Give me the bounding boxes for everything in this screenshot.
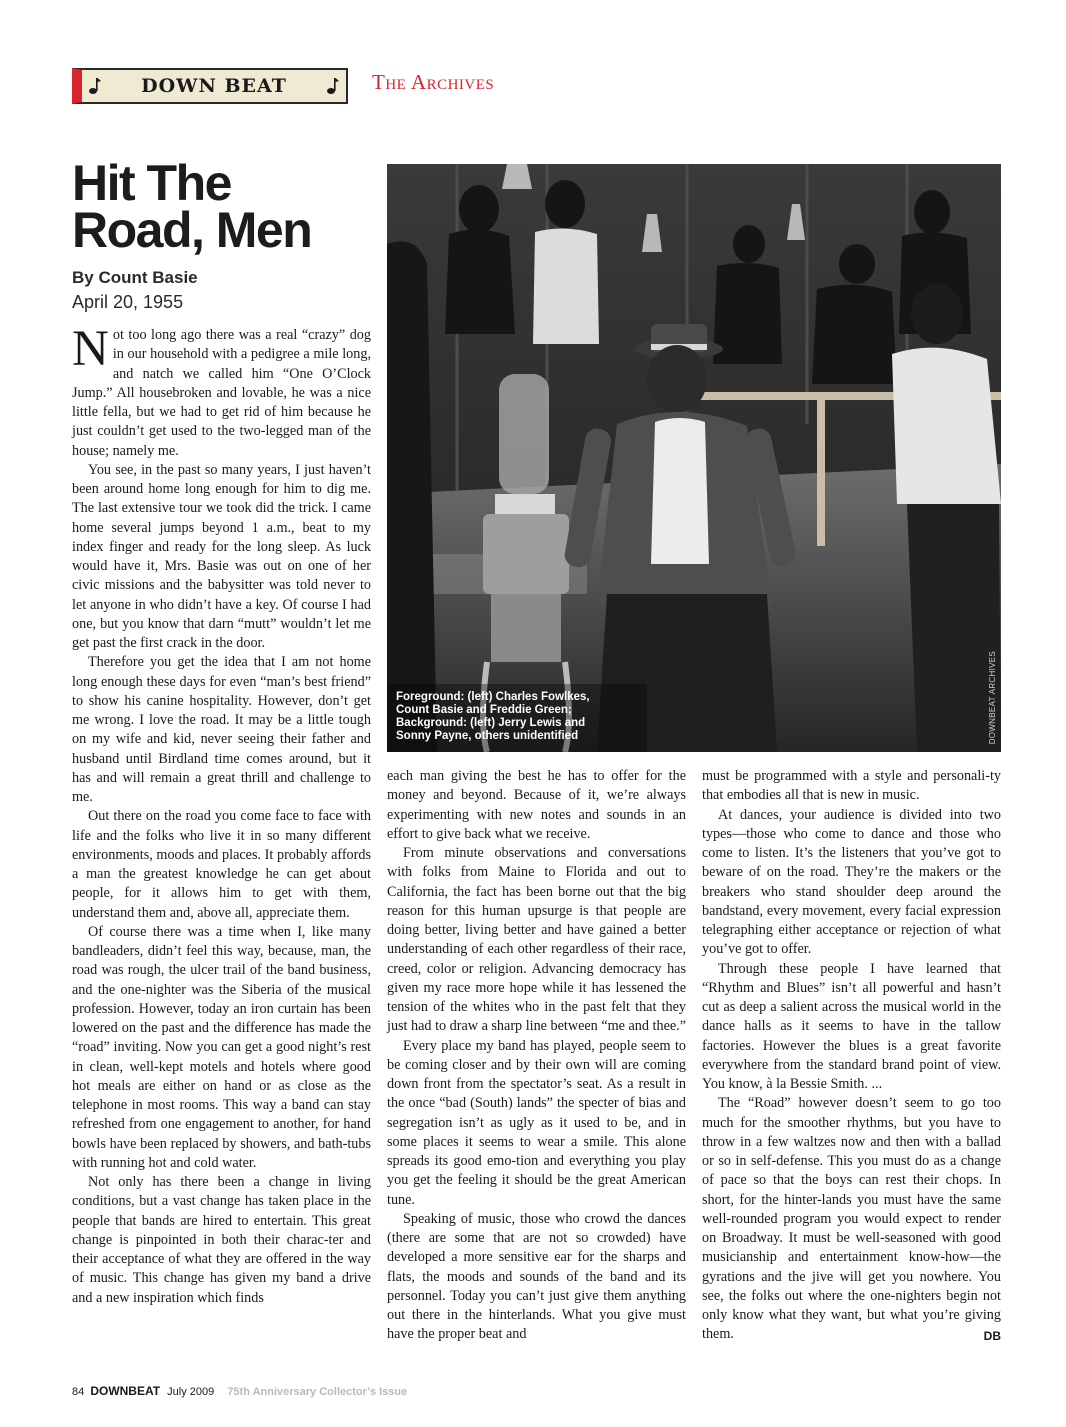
paragraph: From minute observations and conversations with folks from Maine to Florida and out to California, the fact has been borne out that the big reason for this human upsurge is that people are doing better, living better and have gained a better understanding of each other regardless of their race, creed, color or religion. Advancing democracy has given my race more hope while it has lessened the tension of the whites who in the past felt that they just had to draw a sharp line between “me and thee.” — [387, 845, 687, 1035]
photo-credit: DOWNBEAT ARCHIVES — [988, 650, 997, 744]
paragraph: each man giving the best he has to offer for the money and beyond. Because of it, we’re always experimenting with new notes and sounds in an effort to give back what we receive. — [387, 768, 686, 842]
paragraph: You see, in the past so many years, I just haven’t been around home long enough for him to dig me. The last extensive tour we took did the trick. I came home several jumps beyond 1 a.m., beat to my index finger and ready for the long sleep. As luck would have it, Mrs. Basie was out on one of her civic missions and the babysitter was told never to let anyone in who didn’t have a key. Of course I had one, but you know that darn “mutt” wouldn’t let me get past the first crack in the door. — [72, 461, 371, 651]
paragraph: must be programmed with a style and personali-ty that embodies all that is new in music. — [702, 768, 1001, 804]
paragraph: Out there on the road you come face to face with life and the folks who live it in so many different environments, moods and places. It probably affords a man the greatest knowledge he can get about people, for it allows him to get with them, understand them and, above all, appreciate them. — [72, 808, 371, 921]
article-date: April 20, 1955 — [72, 292, 184, 312]
section-label: The Archives — [372, 70, 495, 94]
music-note-icon — [88, 77, 102, 95]
article-photo — [387, 164, 1001, 752]
page-number: 84 — [72, 1386, 85, 1398]
article-column-1 — [72, 321, 371, 1308]
paragraph — [72, 321, 371, 461]
page-footer — [72, 1384, 407, 1398]
article-column-3 — [702, 767, 1001, 1347]
drop-cap: N — [72, 321, 109, 377]
logo-text: DOWN BEAT — [141, 75, 287, 97]
paragraph: Every place my band has played, people seem to be coming closer and by their own will are coming down front from the spectator’s seat. As a result in the once “bad (South) lands” the specter of bias and segregation isn’t as ugly as it used to be, and in some places it seems to wear a smile. This alone spreads its good emo-tion and everything you play you get the feeling it should be the great American tune. — [387, 1037, 686, 1208]
caption-line: Sonny Payne, others unidentified — [396, 730, 579, 742]
article-column-2 — [387, 767, 686, 1345]
paragraph: Through these people I have learned that “Rhythm and Blues” isn’t all powerful and hasn’t cut as deep a salient across the musical world in the dance halls as it seems to have in the tallow factories. However the blues is a great favorite everywhere from the standard brand point of view. You know, à la Bessie Smith. ... — [702, 960, 1001, 1092]
article-title: Hit The Road, Men — [72, 155, 312, 258]
paragraph-text: ot too long ago there was a real “crazy” dog in our household with a pedigree a mile long, and natch we called him “One O’Clock Jump.” All housebroken and lovable, he was a nice little fella, but we had to get rid of him because he just couldn’t get used to the two-legged man of the house; namely me. — [72, 327, 371, 459]
music-note-icon — [326, 77, 340, 95]
byline: By Count Basie — [72, 268, 198, 287]
paragraph: Speaking of music, those who crowd the dances (there are some that are not so crowded) have developed a more sensitive ear for the sharps and flats, the moods and sounds of the band and its personnel. Today you can’t just give them anything out there in the hinterlands. What you give must have the proper beat and — [387, 1210, 686, 1343]
paragraph-text: The “Road” however doesn’t seem to go too much for the smoother rhythms, but you have to throw in a few waltzes now and then with a ballad or so in self-defense. This you must do as a change of pace so that the boys can rest their chops. In short, for the hinter-lands you must have the same well-rounded program you would expect to render on Broadway. It must be well-seasoned with good musicianship and entertainment know-how—the gyrations and the jive will get you nowhere. You see, the folks out where the one-nighters begin not only know what they want, but what you’re giving them. — [702, 1095, 1001, 1343]
caption-line: Count Basie and Freddie Green; — [396, 704, 572, 716]
caption-line: Background: (left) Jerry Lewis and — [396, 717, 586, 729]
photo-caption — [396, 691, 626, 743]
photo-scene — [387, 164, 1001, 752]
paragraph: Not only has there been a change in living conditions, but a vast change has taken place in the people that bands are hired to entertain. This great change is pinpointed in both their charac-ter and their acceptance of what they are offered in the way of music. This change has given my band a drive and a new inspiration which finds — [72, 1174, 371, 1306]
footer-date: July 2009 — [167, 1386, 215, 1398]
end-mark: DB — [983, 1329, 1001, 1344]
downbeat-logo — [72, 68, 348, 104]
paragraph: Of course there was a time when I, like many bandleaders, didn’t feel this way, because, man, the road was rough, the ulcer trail of the band business, and the one-nighter was the Siberia of the musical profession. However, today an iron curtain has been lowered on the past and the difference has made the “road” inviting. Now you can get a good night’s rest in clean, well-kept motels and hotels where good hot meals are either on hand or as close as the telephone in most rooms. This way a band can stay refreshed from one engagement to another, for hand bowls have been replaced by showers, and bath-tubs with running hot and cold water. — [72, 923, 371, 1171]
footer-magazine: DOWNBEAT — [90, 1384, 161, 1398]
paragraph: Therefore you get the idea that I am not home long enough these days for even “man’s best friend” to show his canine hospitality. However, don’t get me wrong. I love the road. It may be a little tough on my wife and kid, never seeing their father and husband until Birdland time comes around, but it has and will remain a great thrill and challenge to me. — [72, 654, 371, 805]
paragraph: At dances, your audience is divided into two types—those who come to dance and those who come to listen. It’s the listeners that you’ve got to beware of on the road. They’re the makers or the breakers who stand shoulder deep around the bandstand, every movement, every facial expression telegraphing either acceptance or rejection of what you’ve got to offer. — [702, 806, 1001, 958]
caption-line: Foreground: (left) Charles Fowlkes, — [396, 691, 590, 703]
footer-issue: 75th Anniversary Collector’s Issue — [227, 1386, 408, 1398]
paragraph — [702, 1094, 1001, 1344]
